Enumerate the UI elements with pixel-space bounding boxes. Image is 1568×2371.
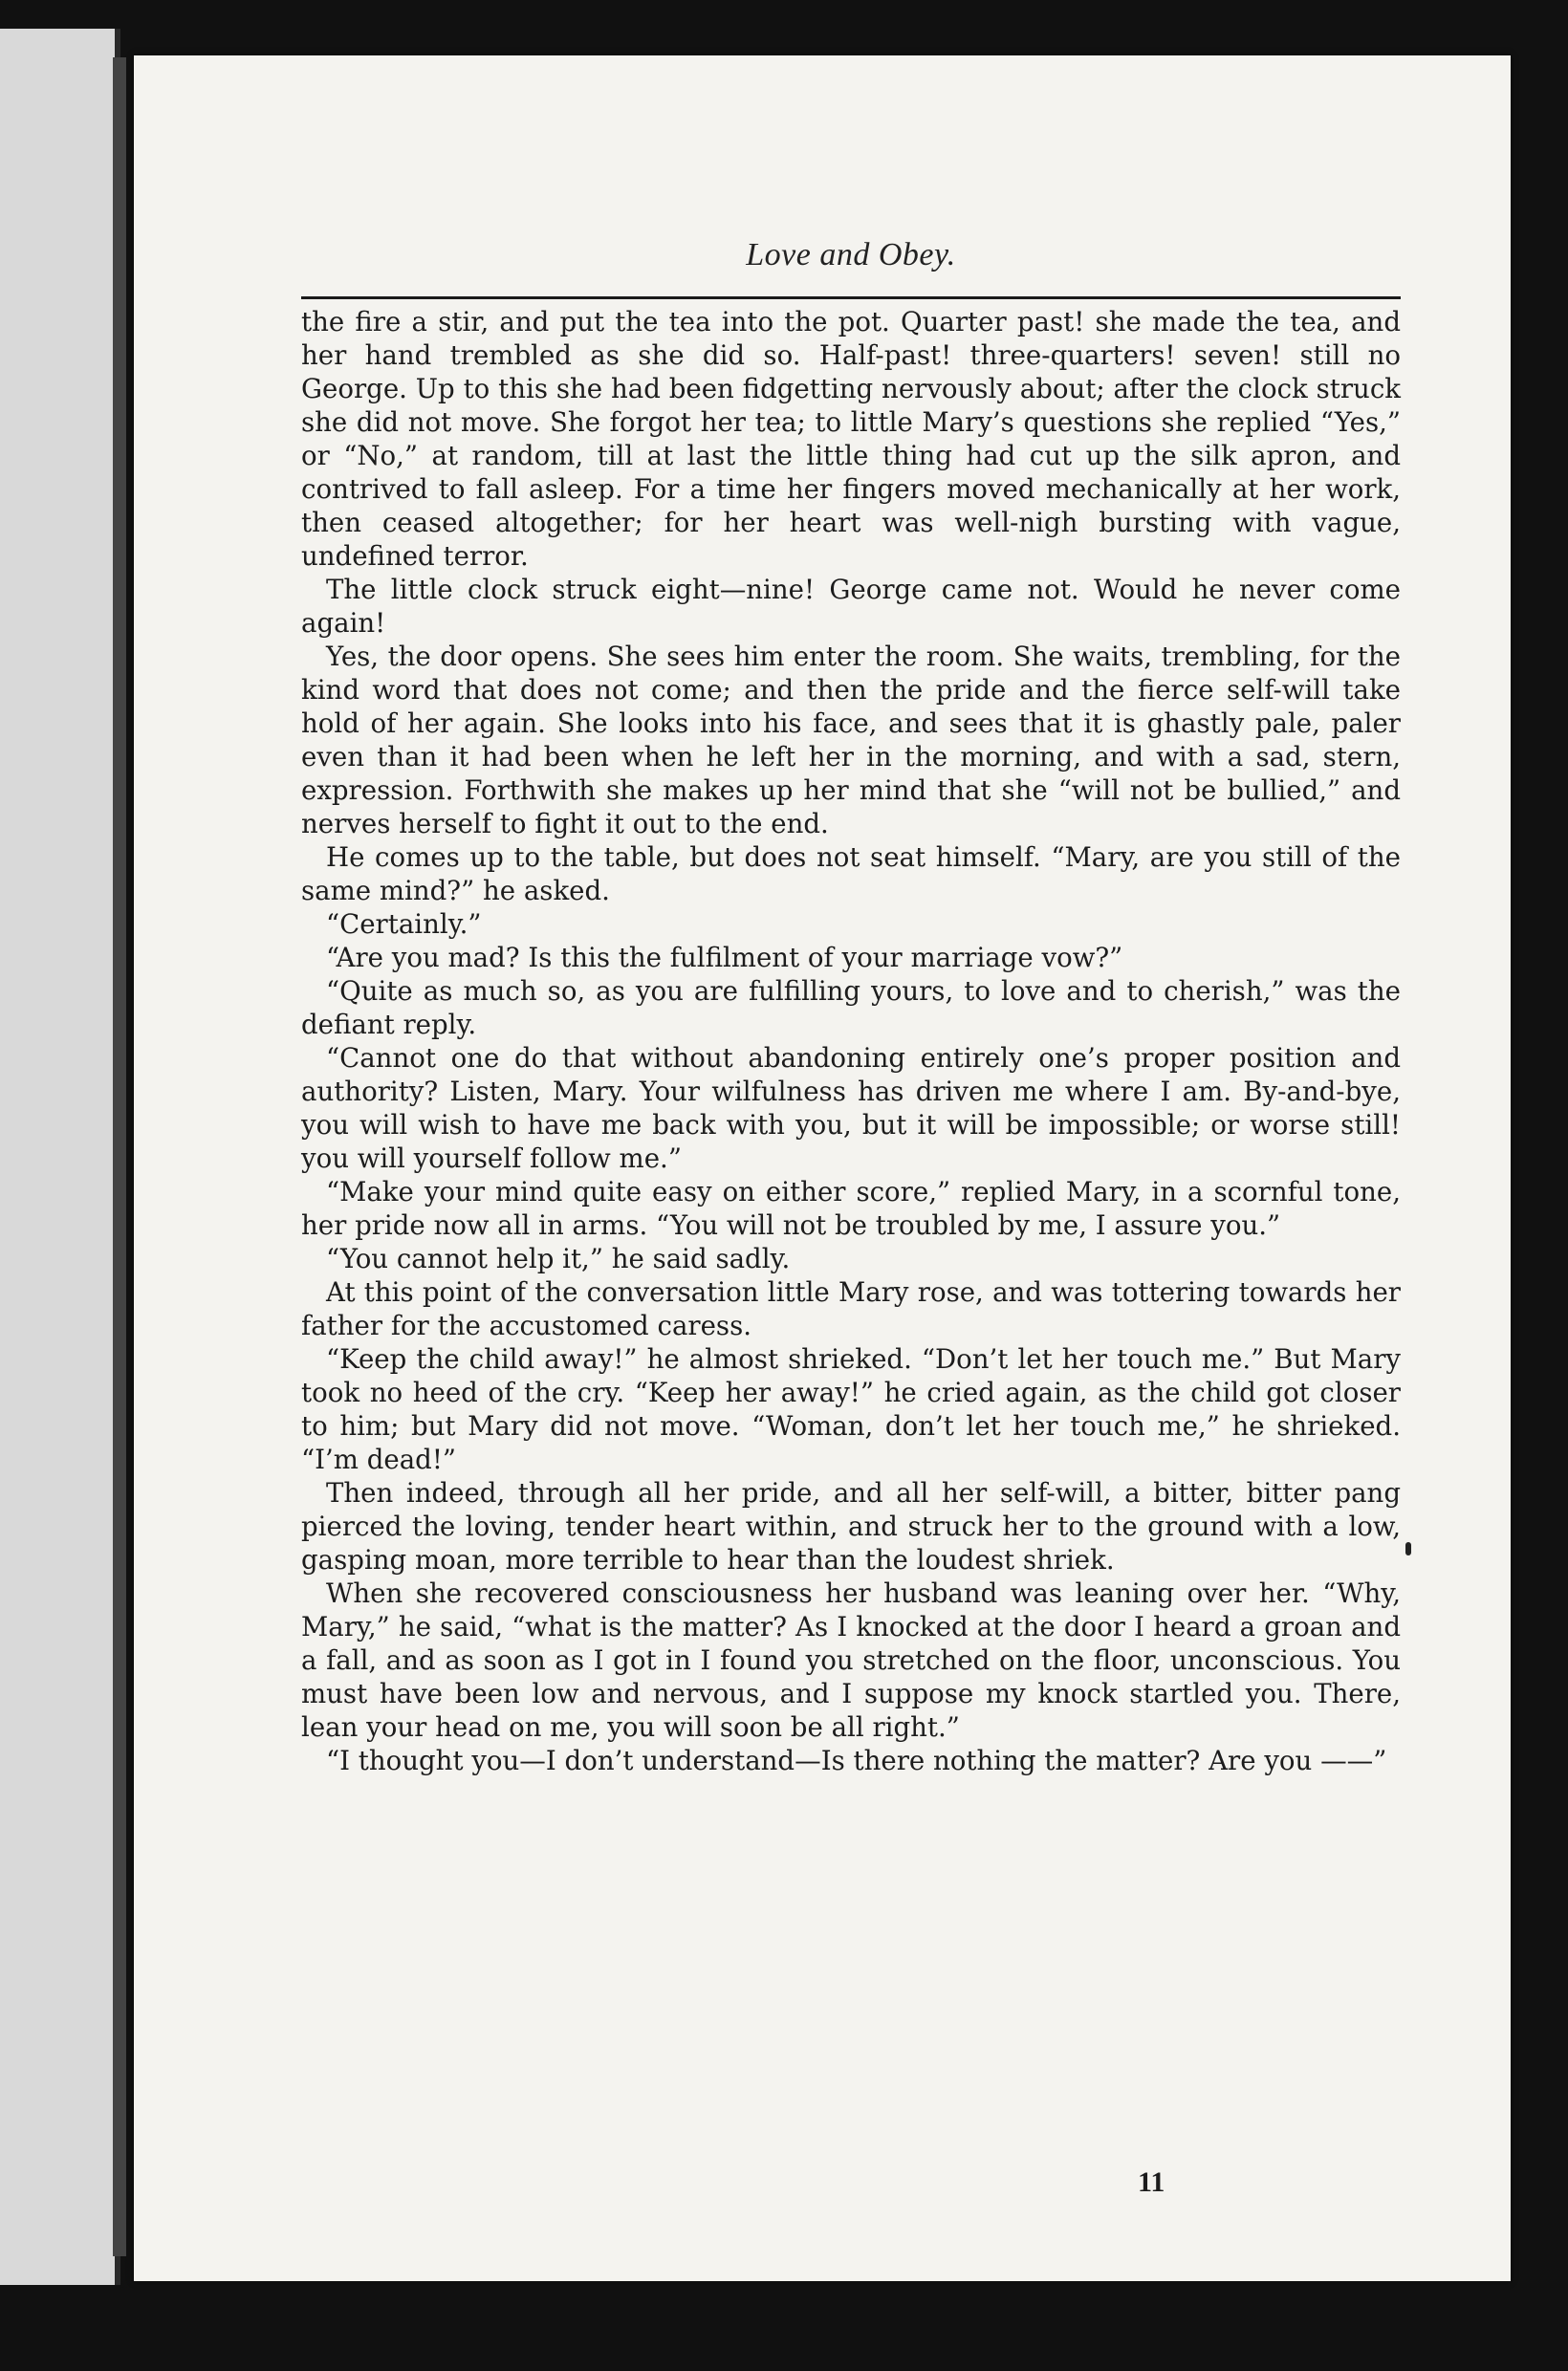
facing-page-edge [0,29,120,2285]
page-number: 11 [1138,2166,1165,2198]
book-page [134,55,1511,2281]
paragraph: “Quite as much so, as you are fulfilling yours, to love and to cherish,” was the defiant reply. [301,975,1401,1040]
paragraph: “Certainly.” [326,908,482,940]
paragraph: At this point of the conversation little Mary rose, and was tottering towards her father for the accustomed caress. [301,1276,1401,1341]
running-head: Love and Obey. [746,237,956,272]
paragraph: “You cannot help it,” he said sadly. [326,1243,791,1274]
paragraph: the fire a stir, and put the tea into the pot. Quarter past! she made the tea, and her hand trembled as she did so. Half-past! three-quarters! seven! still no George. Up to this she had been fidgetting nervously about; after the clock struck she did not move. She forgot her tea; to little Mary’s questions she replied “Yes,” or “No,” at random, till at last the little thing had cut up the silk apron, and contrived to fall asleep. For a time her fingers moved mechanically at her work, then ceased altogether; for her heart was well-nigh bursting with vague, undefined terror. [301,306,1401,572]
paragraph: Yes, the door opens. She sees him enter the room. She waits, trembling, for the kind word that does not come; and then the pride and the fierce self-will take hold of her again. She looks into his face, and sees that it is ghastly pale, paler even than it had been when he left her in the morning, and with a sad, stern, expression. Forthwith she makes up her mind that she “will not be bullied,” and nerves herself to fight it out to the end. [301,641,1401,839]
page-content [301,237,1401,1777]
paragraph: “Are you mad? Is this the fulfilment of your marriage vow?” [326,942,1123,973]
book-gutter [113,57,126,2256]
paragraph: “I thought you—I don’t understand—Is there nothing the matter? Are you ——” [326,1745,1387,1776]
paragraph: “Make your mind quite easy on either score,” replied Mary, in a scornful tone, her pride now all in arms. “You will not be troubled by me, I assure you.” [301,1176,1401,1241]
ink-speck [1405,1542,1411,1555]
paragraph: Then indeed, through all her pride, and all her self-will, a bitter, bitter pang pierced the loving, tender heart within, and struck her to the ground with a low, gasping moan, more terrible to hear than the loudest shriek. [301,1477,1401,1576]
paragraph: The little clock struck eight—nine! George came not. Would he never come again! [301,574,1401,639]
paragraph: “Keep the child away!” he almost shrieked. “Don’t let her touch me.” But Mary took no heed of the cry. “Keep her away!” he cried again, as the child got closer to him; but Mary did not move. “Woman, don’t let her touch me,” he shrieked. “I’m dead!” [301,1343,1401,1475]
paragraph: When she recovered consciousness her husband was leaning over her. “Why, Mary,” he said, “what is the matter? As I knocked at the door I heard a groan and a fall, and as soon as I got in I found you stretched on the floor, unconscious. You must have been low and nervous, and I suppose my knock startled you. There, lean your head on me, you will soon be all right.” [301,1577,1401,1743]
body-text [301,305,1401,1777]
paragraph: “Cannot one do that without abandoning entirely one’s proper position and authority? Listen, Mary. Your wilfulness has driven me where I am. By-and-bye, you will wish to have me back with you, but it will be impossible; or worse still! you will yourself follow me.” [301,1042,1401,1174]
header-rule [301,296,1401,299]
paragraph: He comes up to the table, but does not seat himself. “Mary, are you still of the same mind?” he asked. [301,841,1401,906]
